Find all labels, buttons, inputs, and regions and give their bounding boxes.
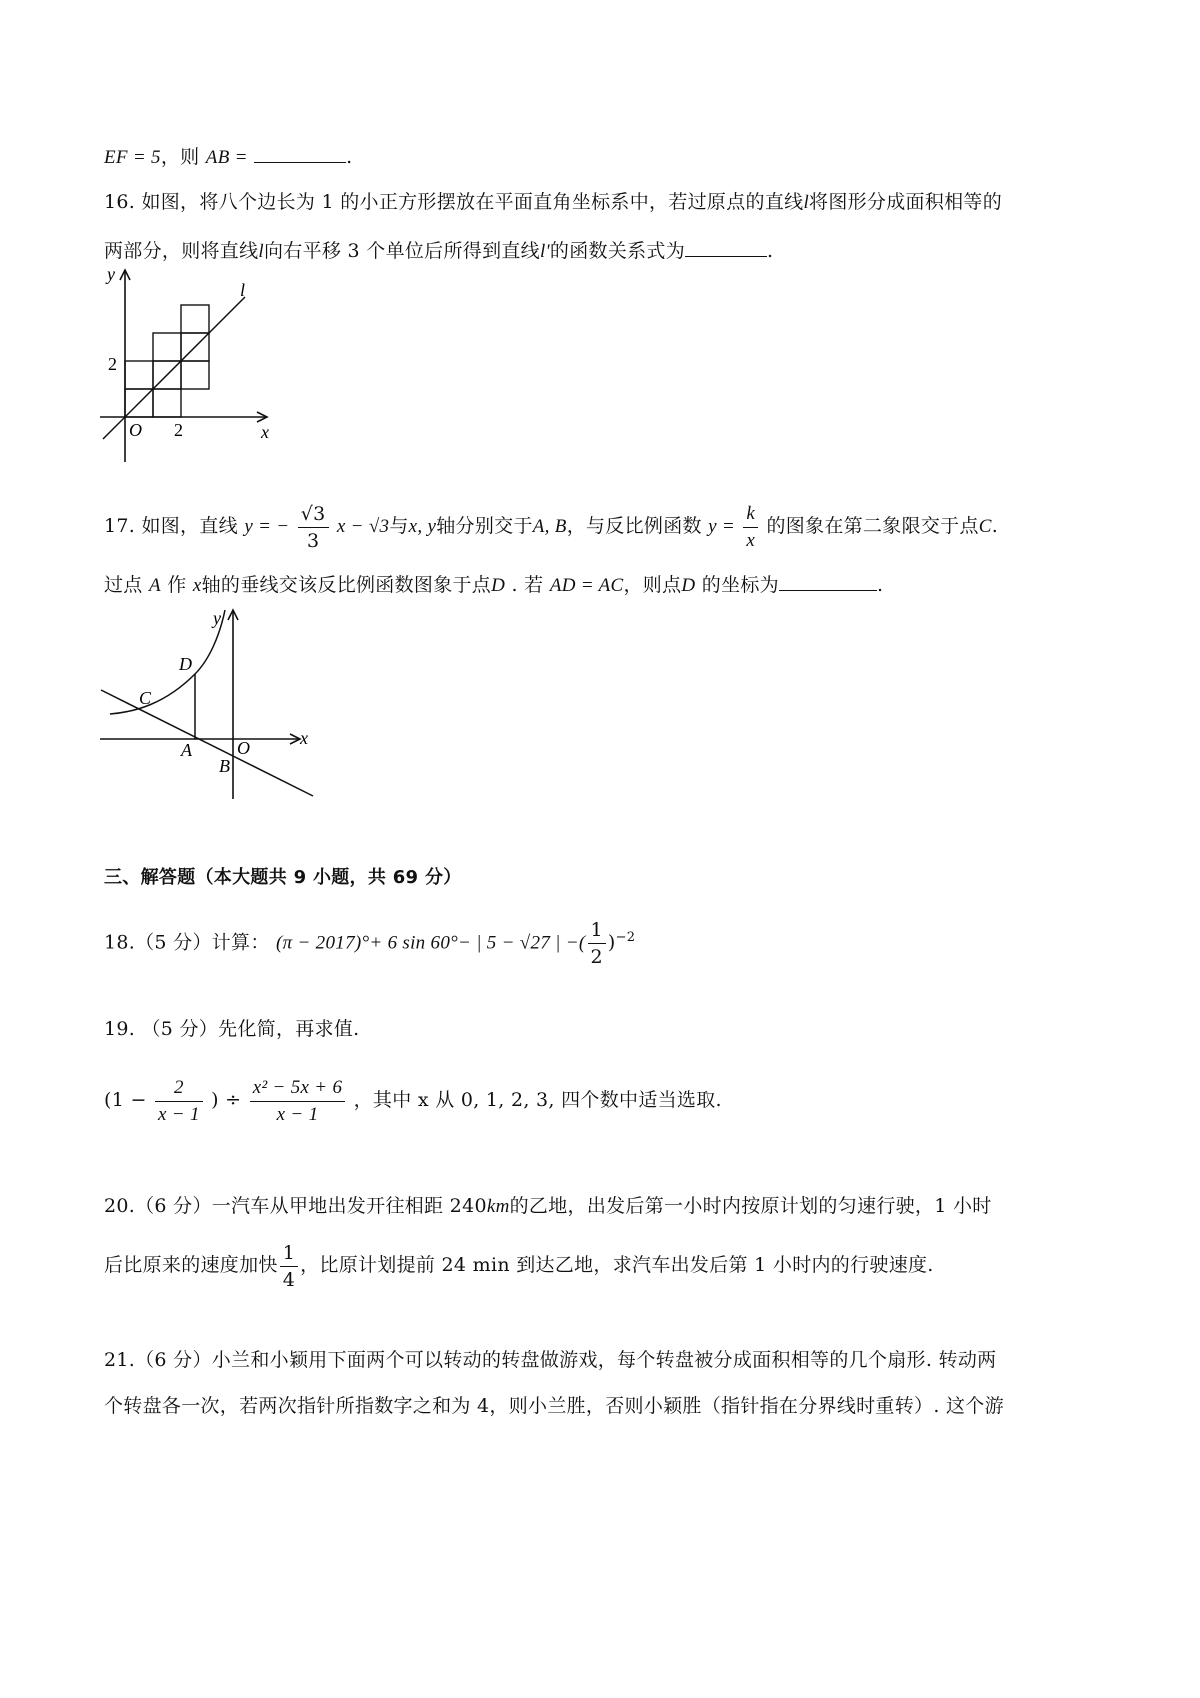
q17-eq1-lhs: y = − [244, 516, 290, 537]
q17-line-2 [104, 572, 883, 598]
q16-square [181, 361, 209, 389]
q16-fig-x-tick-2: 2 [174, 420, 183, 440]
q20-text-1b: 的乙地，出发后第一小时内按原计划的匀速行驶，1 小时 [509, 1195, 992, 1217]
q20-text-1: 20.（6 分）一汽车从甲地出发开往相距 240 [104, 1195, 487, 1217]
q15-answer-blank[interactable] [254, 144, 346, 163]
q16-text-1-end: 将图形分成面积相等的 [809, 191, 1003, 213]
q16-lprime-var: l' [539, 241, 550, 262]
q20-line-1 [104, 1194, 992, 1219]
q17-figure [95, 604, 325, 804]
q15-ef-eq: EF = 5 [104, 147, 161, 168]
q16-fig-y-label: y [107, 264, 115, 284]
q17-end1: 的图象在第二象限交于点 [766, 515, 979, 537]
q17-eq2-lhs: y = [708, 516, 736, 537]
q20-line-2 [104, 1234, 934, 1296]
q20-km: km [486, 1196, 510, 1217]
q16-squares [125, 305, 209, 417]
q16-text-2a: 两部分，则将直线 [104, 240, 259, 262]
q17-axes: x, y [408, 516, 437, 537]
q17-l2-c: 轴的垂线交该反比例函数图象于点 [201, 574, 492, 596]
q15-end: . [346, 146, 353, 168]
q17-start: 17. 如图，直线 [104, 515, 238, 537]
q19-mid: ) ÷ [211, 1089, 242, 1111]
q17-line-1 [104, 494, 998, 558]
q17-fig-y-label: y [213, 608, 221, 628]
q19-f1-den: x − 1 [158, 1103, 200, 1125]
q17-hyperbola [110, 610, 225, 714]
q17-fig-point-d: D [179, 654, 192, 674]
q17-l2-d: . 若 [511, 574, 544, 596]
q21-line-1: 21.（6 分）小兰和小颖用下面两个可以转动的转盘做游戏，每个转盘被分成面积相等的几个扇形. 转动两 [104, 1349, 997, 1371]
q16-end: . [767, 240, 774, 262]
q17-l2-a: 过点 [104, 574, 143, 596]
q18-expr-2: ) [607, 931, 616, 954]
q20-fraction-quarter [280, 1240, 298, 1293]
q16-l-var-2: l [258, 241, 264, 262]
q15-ab-eq: AB = [205, 147, 248, 168]
q16-line-2 [104, 238, 773, 264]
q17-dot: . [991, 515, 999, 537]
q17-frac-x: x [746, 529, 756, 551]
q21-line-2: 个转盘各一次，若两次指针所指数字之和为 4，则小兰胜，否则小颖胜（指针指在分界线时重转）. 这个游 [104, 1395, 1004, 1417]
q19-pre: (1 − [104, 1089, 147, 1111]
q17-line [101, 690, 313, 796]
q19-tail: ，其中 x 从 0, 1, 2, 3, 四个数中适当选取. [353, 1089, 722, 1111]
q17-eq1-tail: x − √3 [336, 516, 390, 537]
q20-frac-den: 4 [282, 1268, 296, 1291]
q19-line-2 [104, 1068, 722, 1132]
q16-l-var: l [803, 192, 810, 213]
q17-l2-D: D [491, 575, 506, 596]
q19-f2-den: x − 1 [276, 1103, 319, 1125]
q17-point-c: C [978, 516, 992, 537]
q16-line-1 [104, 190, 1002, 215]
q19-f2-num: x² − 5x + 6 [250, 1075, 346, 1102]
q17-mid3: ，与反比例函数 [566, 515, 702, 537]
q16-answer-blank[interactable] [685, 238, 767, 257]
q18-exponent: −2 [615, 930, 636, 945]
q17-ab: A, B [532, 516, 567, 537]
q19-fraction-2 [250, 1075, 346, 1128]
q20-text-2a: 后比原来的速度加快 [104, 1254, 278, 1276]
q19-f1-num: 2 [155, 1075, 203, 1102]
q17-l2-A: A [148, 575, 161, 596]
q16-fig-y-tick-2: 2 [108, 354, 117, 374]
q17-fig-point-a: A [181, 740, 192, 760]
q17-l2-f: 的坐标为 [701, 574, 779, 596]
q16-fig-x-label: x [261, 422, 269, 442]
q17-fraction-k-over-x [743, 501, 758, 554]
q15-middle: ，则 [160, 146, 200, 168]
q16-text-2c: 的函数关系式为 [549, 240, 686, 262]
q15-answer-line [104, 144, 352, 170]
q17-fig-origin: O [237, 738, 250, 758]
q17-l2-e: ，则点 [623, 574, 682, 596]
q17-l2-b: 作 [167, 574, 187, 596]
q16-text-1: 16. 如图，将八个边长为 1 的小正方形摆放在平面直角坐标系中，若过原点的直线 [104, 191, 804, 213]
q17-fig-point-b: B [219, 756, 230, 776]
q17-mid2: 轴分别交于 [436, 515, 533, 537]
q20-frac-num: 1 [280, 1240, 298, 1267]
q16-square [153, 389, 181, 417]
q17-frac-den: 3 [306, 529, 320, 552]
q18-frac-num: 1 [588, 917, 606, 944]
q18-fraction-half [588, 917, 606, 970]
q17-frac-k: k [743, 501, 758, 528]
q18-line [104, 908, 635, 968]
q19-line-1: 19. （5 分）先化简，再求值. [104, 1018, 360, 1040]
q16-text-2b: 向右平移 3 个单位后所得到直线 [264, 240, 540, 262]
q16-square [125, 361, 153, 389]
q17-mid1: 与 [389, 515, 409, 537]
q17-fraction-sqrt3-over-3 [298, 501, 329, 554]
q17-end: . [876, 574, 884, 596]
q17-frac-num: √3 [298, 501, 329, 528]
q17-l2-x: x [192, 575, 202, 596]
q16-fig-origin-label: O [129, 420, 142, 440]
q19-fraction-1 [155, 1075, 203, 1128]
q16-figure [95, 262, 295, 472]
q17-fig-point-c: C [139, 688, 152, 708]
section-3-heading: 三、解答题（本大题共 9 小题，共 69 分） [104, 867, 462, 888]
q18-expr-1: (π − 2017)°+ 6 sin 60°− | 5 − √27 | −( [276, 932, 586, 954]
q17-fig-x-label: x [300, 728, 308, 748]
q16-fig-l-label: l [240, 280, 246, 300]
q18-frac-den: 2 [590, 945, 603, 968]
q17-l2-eq: AD = AC [549, 575, 624, 596]
q16-square [153, 333, 181, 361]
q17-answer-blank[interactable] [779, 572, 877, 591]
q20-text-2b: ，比原计划提前 24 min 到达乙地，求汽车出发后第 1 小时内的行驶速度. [300, 1254, 934, 1276]
q18-label: 18.（5 分）计算： [104, 931, 270, 954]
q17-l2-D2: D [681, 575, 696, 596]
q16-square [181, 305, 209, 333]
